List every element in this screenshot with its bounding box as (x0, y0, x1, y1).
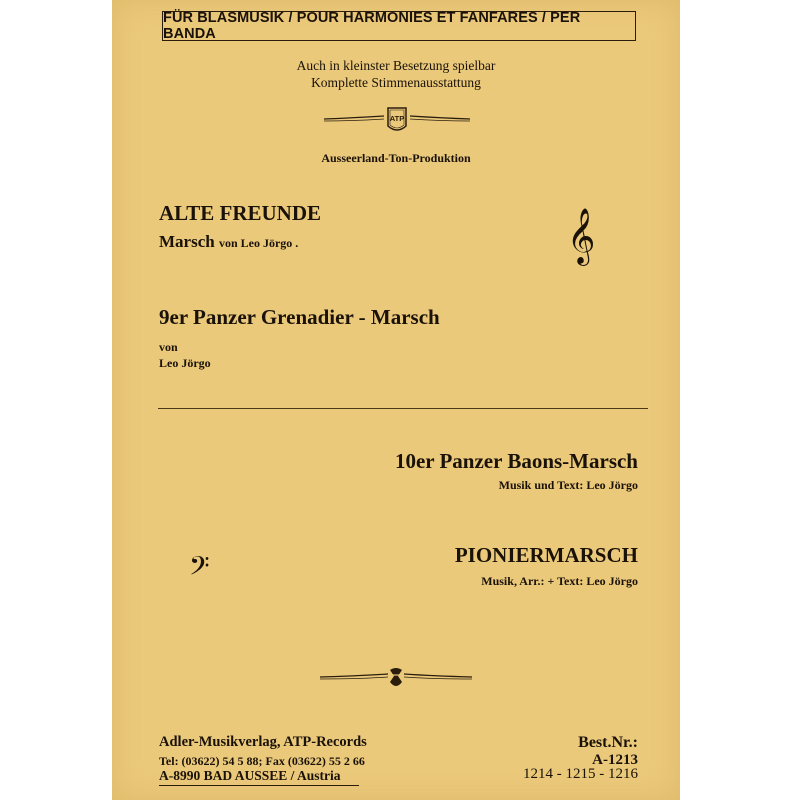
publisher-phone: Tel: (03622) 54 5 88; Fax (03622) 55 2 66 (159, 754, 365, 768)
bass-clef-icon: 𝄢 (189, 550, 210, 588)
atp-emblem-logo (322, 104, 472, 136)
title-panzer-baons-marsch: 10er Panzer Baons-Marsch (394, 449, 638, 473)
subtitle-line-2: Komplette Stimmenausstattung (311, 75, 481, 90)
composer-credit: Musik, Arr.: + Text: Leo Jörgo (481, 574, 638, 588)
header-banner: FÜR BLASMUSIK / POUR HARMONIES ET FANFARES / PER BANDA (162, 11, 636, 41)
ornament-divider-icon (318, 664, 474, 692)
composer-credit: von Leo Jörgo . (218, 236, 299, 250)
composer-credit: Musik und Text: Leo Jörgo (498, 478, 638, 492)
title-pioniermarsch: PIONIERMARSCH (454, 543, 638, 567)
publisher-address: A-8990 BAD AUSSEE / Austria (159, 768, 341, 783)
von-label: von (159, 340, 178, 354)
title-alte-freunde: ALTE FREUNDE (159, 201, 322, 225)
publisher-name: Adler-Musikverlag, ATP-Records (159, 734, 367, 750)
order-number-label: Best.Nr.: (578, 734, 638, 751)
genre-label: Marsch (159, 232, 215, 251)
producer-name: Ausseerland-Ton-Produktion (321, 151, 471, 165)
order-number: A-1213 (592, 752, 638, 768)
title-alte-freunde-subtitle (159, 232, 298, 252)
emblem-text: ATP (389, 114, 405, 123)
treble-clef-icon: 𝄞 (567, 208, 596, 264)
subtitle-line-1: Auch in kleinster Besetzung spielbar (296, 58, 496, 73)
related-numbers: 1214 - 1215 - 1216 (523, 766, 638, 782)
divider (158, 408, 648, 409)
title-panzer-grenadier: 9er Panzer Grenadier - Marsch (159, 305, 440, 329)
score-cover (112, 0, 680, 800)
composer-credit: Leo Jörgo (159, 356, 211, 370)
address-underline (159, 785, 359, 786)
